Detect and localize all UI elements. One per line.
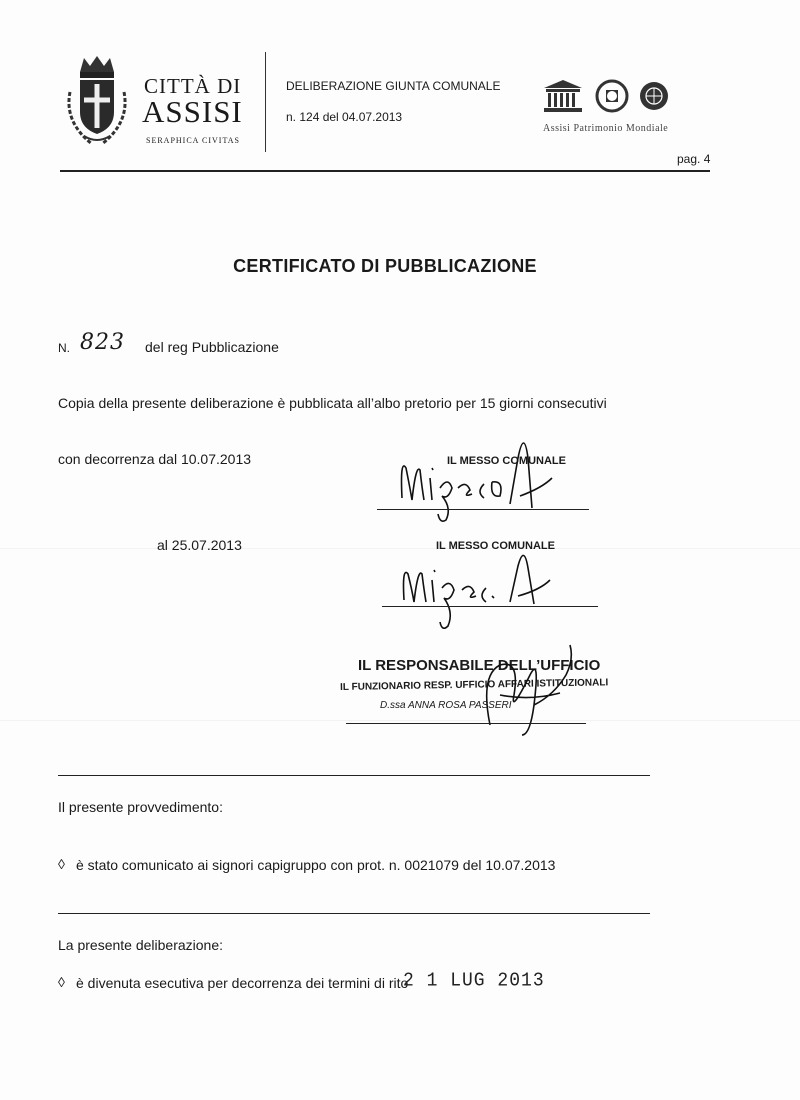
capigruppo-statement: è stato comunicato ai signori capigruppo con prot. n. 0021079 del 10.07.2013	[76, 857, 556, 873]
official-stamp-line2: D.ssa ANNA ROSA PASSERI	[380, 700, 512, 711]
document-type: DELIBERAZIONE GIUNTA COMUNALE	[286, 79, 501, 93]
city-name-line1: CITTÀ DI	[144, 74, 242, 98]
signature-line	[377, 509, 589, 510]
world-heritage-icon	[597, 81, 627, 111]
esecutiva-statement: è divenuta esecutiva per decorrenza dei termini di rito	[76, 975, 409, 991]
section-divider	[58, 775, 650, 776]
signature-line	[382, 606, 598, 607]
city-name-line2: ASSISI	[142, 94, 243, 129]
registration-label: del reg Pubblicazione	[145, 339, 279, 355]
official-stamp-line1: IL FUNZIONARIO RESP. UFFICIO AFFARI ISTITUZIONALI	[340, 677, 609, 693]
esecutiva-date-stamp: 2 1 LUG 2013	[403, 970, 545, 992]
publication-statement: Copia della presente deliberazione è pubblicata all’albo pretorio per 15 giorni consecutivi	[58, 395, 607, 411]
city-motto: SERAPHICA CIVITAS	[146, 136, 240, 145]
publication-start-date: con decorrenza dal 10.07.2013	[58, 451, 252, 467]
city-logo	[62, 52, 262, 152]
heritage-caption: Assisi Patrimonio Mondiale	[543, 123, 669, 134]
certificate-title: CERTIFICATO DI PUBBLICAZIONE	[233, 256, 537, 276]
unesco-temple-icon	[544, 80, 582, 112]
diamond-bullet-icon: ◊	[58, 974, 65, 990]
responsabile-title: IL RESPONSABILE DELL’UFFICIO	[358, 657, 601, 674]
header-rule	[60, 170, 710, 172]
handwritten-signature	[392, 418, 572, 528]
unesco-logos-icon	[544, 78, 674, 114]
paper-fold	[0, 720, 800, 721]
handwritten-signature	[392, 540, 572, 640]
city-crest-icon	[62, 52, 132, 150]
header-divider	[265, 52, 266, 152]
publication-end-date: al 25.07.2013	[157, 537, 242, 553]
diamond-bullet-icon: ◊	[58, 856, 65, 872]
provvedimento-label: Il presente provvedimento:	[58, 799, 223, 815]
messo-comunale-title: IL MESSO COMUNALE	[436, 540, 555, 552]
deliberazione-label: La presente deliberazione:	[58, 937, 224, 953]
messo-comunale-title: IL MESSO COMUNALE	[447, 455, 566, 467]
handwritten-signature	[470, 635, 590, 745]
un-emblem-icon	[640, 82, 668, 110]
signature-line	[346, 723, 586, 724]
document-number: n. 124 del 04.07.2013	[286, 110, 403, 124]
page-number: pag. 4	[677, 152, 711, 166]
section-divider	[58, 913, 650, 914]
registration-number: 823	[80, 330, 125, 355]
registration-prefix: N.	[58, 341, 70, 355]
